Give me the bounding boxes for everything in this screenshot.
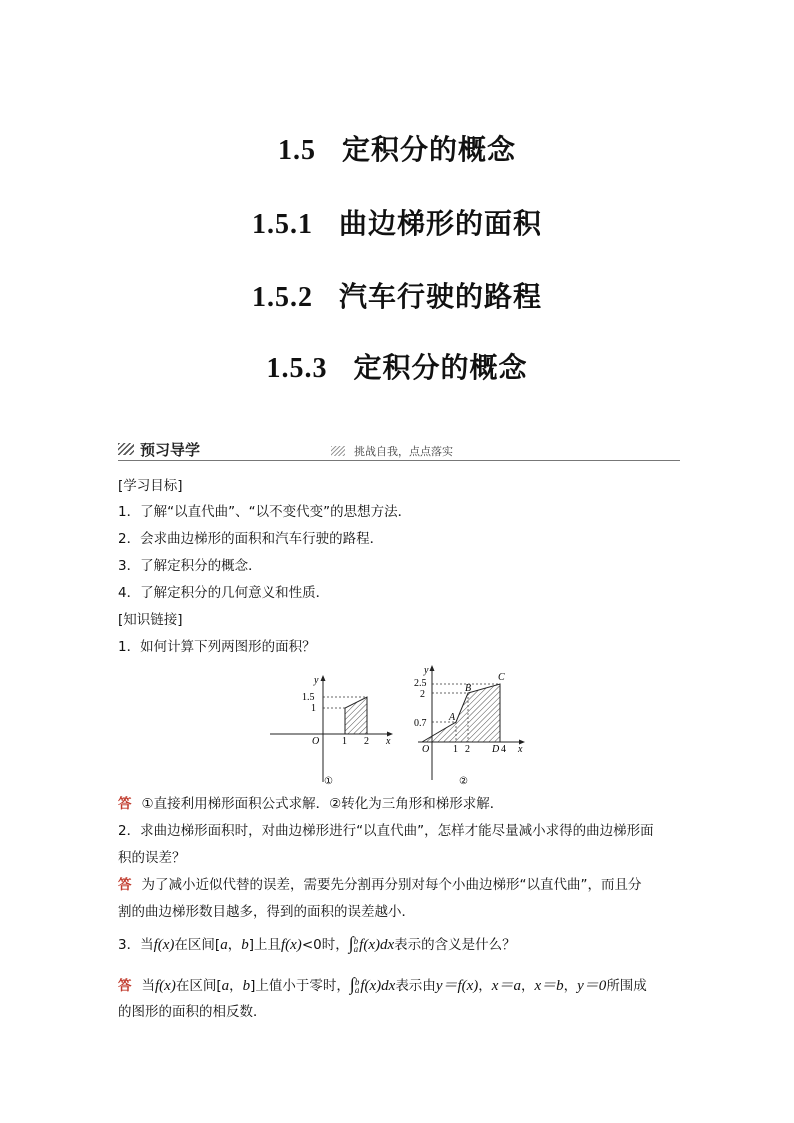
answer-tag: 答: [118, 796, 132, 812]
upper-limit: b: [354, 977, 360, 987]
question-1: 1．如何计算下列两图形的面积？: [118, 639, 316, 655]
y-tick: 1: [311, 703, 316, 714]
question-3: [118, 934, 516, 954]
text: 3．当: [118, 937, 154, 953]
y-axis-arrow: [430, 665, 435, 671]
x-label: x: [386, 736, 391, 747]
math-a: a: [221, 978, 230, 994]
title-number: 1.5.1: [251, 209, 313, 240]
title-text: 定积分的概念: [341, 133, 516, 166]
title-text: 定积分的概念: [353, 351, 528, 384]
math-fx: f(x): [155, 978, 176, 994]
y-tick: 2.5: [414, 678, 427, 689]
math-eq: x＝b: [534, 978, 564, 994]
integral-limits: [354, 937, 359, 953]
goal-item: 3．了解定积分的概念．: [118, 558, 262, 574]
text: ，: [563, 978, 578, 994]
math-b: b: [242, 978, 251, 994]
answer-3-line-2: 的图形的面积的相反数．: [118, 1004, 267, 1020]
text: ]上且: [248, 937, 281, 953]
section-subtitle: 挑战自我，点点落实: [354, 445, 453, 458]
x-tick: 1: [453, 744, 458, 755]
math-fx: f(x): [153, 937, 175, 953]
x-tick: D: [492, 744, 500, 755]
text: ，: [229, 978, 243, 994]
title-1-5: [0, 128, 794, 168]
title-1-5-2: [0, 275, 794, 315]
lower-limit: a: [353, 944, 359, 954]
section-header: [118, 438, 680, 462]
answer-3-line-1: [118, 975, 647, 995]
text: ，: [227, 937, 242, 953]
y-label: y: [424, 665, 429, 676]
title-text: 汽车行驶的路程: [338, 280, 542, 313]
math-eq: y＝f(x): [435, 978, 479, 994]
point-label-c: C: [498, 672, 505, 683]
x-tick: 2: [364, 736, 369, 747]
section-rule: [118, 460, 680, 461]
x-label: x: [518, 744, 523, 755]
title-number: 1.5.2: [251, 282, 313, 313]
integral-sign: ∫: [348, 933, 354, 953]
answer-tag: 答: [118, 978, 132, 994]
math-b: b: [241, 937, 249, 953]
link-header: [知识链接]: [118, 612, 183, 628]
y-label: y: [314, 675, 319, 686]
math-eq: x＝a: [491, 978, 521, 994]
point-label-a: A: [449, 712, 456, 723]
y-tick: 0.7: [414, 718, 427, 729]
x-tick: 2: [465, 744, 470, 755]
math-integrand: f(x)dx: [359, 937, 395, 953]
origin-label: O: [422, 744, 430, 755]
text: <0时，: [301, 937, 349, 953]
math-eq: y＝0: [577, 978, 607, 994]
hatch-icon: [118, 443, 134, 455]
goals-header: [学习目标]: [118, 478, 183, 494]
question-2-line-1: 2．求曲边梯形面积时，对曲边梯形进行“以直代曲”，怎样才能尽量减小求得的曲边梯形面: [118, 823, 654, 839]
origin-label: O: [312, 736, 320, 747]
y-axis-arrow: [321, 675, 326, 681]
x-tick: 1: [342, 736, 347, 747]
lower-limit: a: [354, 985, 360, 995]
y-tick: 1.5: [302, 692, 315, 703]
shaded-trapezoid: [345, 697, 367, 734]
goal-item: 2．会求曲边梯形的面积和汽车行驶的路程．: [118, 531, 384, 547]
goal-item: 1．了解“以直代曲”、“以不变代变”的思想方法．: [118, 504, 412, 520]
figure-2: [410, 662, 535, 790]
answer-text: 为了减小近似代替的误差，需要先分割再分别对每个小曲边梯形“以直代曲”，而且分: [141, 877, 642, 893]
math-integrand: f(x)dx: [360, 978, 396, 994]
answer-2-line-1: [118, 876, 642, 894]
title-number: 1.5.3: [266, 353, 328, 384]
answer-2-line-2: 割的曲边梯形数目越多，得到的面积的误差越小．: [118, 904, 415, 920]
text: ]上值小于零时，: [250, 978, 350, 994]
figure-caption: ①: [324, 776, 333, 787]
goal-item: 4．了解定积分的几何意义和性质．: [118, 585, 330, 601]
text: 当: [141, 978, 155, 994]
section-label: 预习导学: [140, 441, 201, 459]
integral-sign: ∫: [349, 974, 355, 994]
title-1-5-3: [0, 346, 794, 386]
math-a: a: [220, 937, 228, 953]
y-tick: 2: [420, 689, 425, 700]
title-1-5-1: [0, 202, 794, 242]
upper-limit: b: [353, 936, 359, 946]
answer-tag: 答: [118, 877, 132, 893]
title-text: 曲边梯形的面积: [338, 207, 542, 240]
answer-text: ①直接利用梯形面积公式求解．②转化为三角形和梯形求解．: [141, 796, 504, 812]
text: 所围成: [606, 978, 647, 994]
figure-1: [268, 672, 403, 790]
hatch-small-icon: [331, 446, 345, 456]
text: ，: [478, 978, 492, 994]
text: 表示的含义是什么？: [394, 937, 516, 953]
title-number: 1.5: [277, 135, 316, 166]
text: 在区间[: [174, 937, 221, 953]
figure-caption: ②: [459, 776, 468, 787]
text: 表示由: [395, 978, 436, 994]
point-label-b: B: [465, 683, 472, 694]
answer-1: [118, 795, 503, 813]
text: ，: [520, 978, 535, 994]
text: 在区间[: [175, 978, 222, 994]
integral-limits: [355, 978, 360, 994]
math-fx: f(x): [280, 937, 302, 953]
question-2-line-2: 积的误差？: [118, 850, 186, 866]
x-tick: 4: [501, 744, 506, 755]
